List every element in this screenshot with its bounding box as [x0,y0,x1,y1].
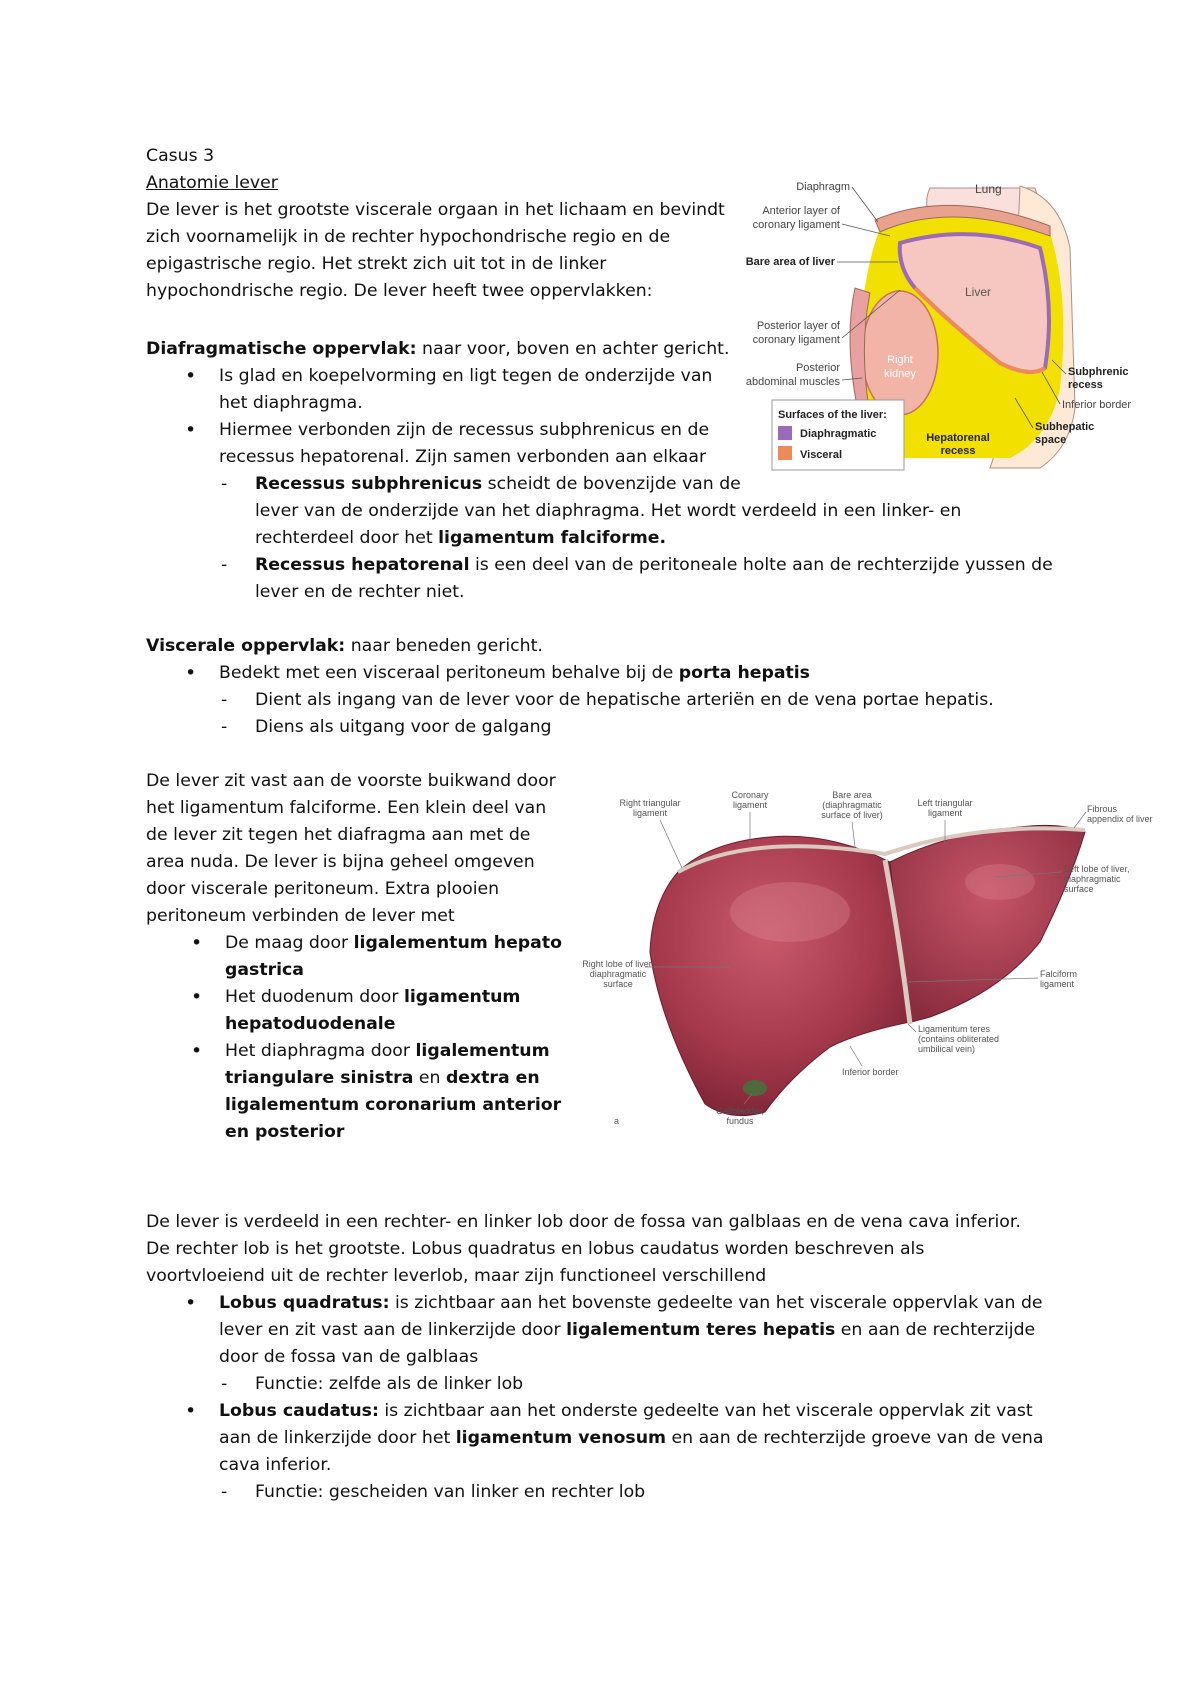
sub-item: - Recessus subphrenicus scheidt de bovenzijde van de [255,471,741,498]
label-ligamentum-teres: Ligamentum teres [918,1024,991,1034]
legend-swatch-diaphragmatic [778,426,792,440]
label-right-lobe: Right lobe of liver, [582,959,654,969]
label-bare-area: Bare area of liver [745,256,835,268]
label-subphrenic: recess [1068,379,1103,391]
label-subphrenic: Subphrenic [1068,366,1129,378]
list-item: • Het duodenum door ligamentum [225,984,520,1011]
label-gallbladder: fundus [726,1116,754,1126]
left-lobe-shape [890,825,1085,1022]
label-right-lobe: diaphragmatic [589,969,647,979]
list-item-cont: en posterior [225,1122,345,1142]
list-item-cont: hepatoduodenale [225,1014,396,1034]
label-left-triangular: Left triangular [917,798,973,808]
label-muscles: Posterior [795,362,840,374]
intro-line: epigastrische regio. Het strekt zich uit tot in de linker [146,254,607,274]
label-left-lobe: Left lobe of liver, [1064,864,1130,874]
leader-line [660,820,682,868]
label-subhepatic: space [1035,434,1067,446]
intro-line: hypochondrische regio. De lever heeft twee oppervlakken: [146,281,653,301]
label-right-lobe: surface [603,979,633,989]
label-posterior: Posterior layer of [756,320,840,332]
label-kidney: Right [887,354,913,366]
paragraph-line: area nuda. De lever is bijna geheel omgeven [146,852,535,872]
list-item-cont: triangulare sinistra en dextra en [225,1068,540,1088]
label-bare-area: Bare area [832,790,872,800]
leader-line [1074,812,1086,828]
list-item-cont: aan de linkerzijde door het ligamentum venosum en aan de rechterzijde groeve van de vena [219,1428,1044,1448]
legend-swatch-visceral [778,446,792,460]
legend-title: Surfaces of the liver: [778,409,887,421]
label-bare-area: surface of liver) [821,810,883,820]
paragraph-line: de lever zit tegen het diafragma aan met de [146,825,531,845]
label-fibrous-appendix: appendix of liver [1087,814,1153,824]
label-muscles: abdominal muscles [745,376,840,388]
liver-surfaces-diagram [745,178,1170,488]
list-item-cont: lever en zit vast aan de linkerzijde door ligalementum teres hepatis en aan de rechterzijde [219,1320,1036,1340]
list-item: • Is glad en koepelvorming en ligt tegen de onderzijde van [219,363,712,390]
paragraph-line: het ligamentum falciforme. Een klein deel van [146,798,547,818]
intro-line: De lever is het grootste viscerale orgaan in het lichaam en bevindt [146,200,725,220]
label-ligamentum-teres: (contains obliterated [918,1034,1000,1044]
intro-line: zich voornamelijk in de rechter hypochondrische regio en de [146,227,671,247]
list-item: • Lobus caudatus: is zichtbaar aan het onderste gedeelte van het viscerale oppervlak zit vast [219,1398,1033,1425]
label-coronary: Coronary [731,790,769,800]
label-inferior-border: Inferior border [842,1067,899,1077]
list-item: • Bedekt met een visceraal peritoneum behalve bij de porta hepatis [219,660,810,687]
leader-line [850,1046,862,1066]
section-heading: Anatomie lever [146,173,278,193]
label-anterior: coronary ligament [752,219,840,231]
figure-letter: a [614,1116,620,1126]
diafragmatisch-heading: Diafragmatische oppervlak: naar voor, boven en achter gericht. [146,339,730,359]
label-right-triangular: Right triangular [619,798,681,808]
list-item-cont: het diaphragma. [219,393,363,413]
liver-anterior-illustration [582,790,1160,1132]
leader-line [852,822,855,847]
kidney-shape [862,291,938,415]
list-item-cont: recessus hepatorenal. Zijn samen verbonden aan elkaar [219,447,707,467]
label-left-triangular: ligament [927,808,963,818]
list-item: • Hiermee verbonden zijn de recessus subphrenicus en de [219,417,709,444]
label-falciform: ligament [1040,979,1075,989]
sub-item: - Recessus hepatorenal is een deel van de peritoneale holte aan de rechterzijde yussen de [255,552,1053,579]
label-diaphragm: Diaphragm [796,181,850,193]
label-kidney: kidney [884,368,916,380]
label-ligamentum-teres: umbilical vein) [918,1044,976,1054]
legend-label: Visceral [800,449,843,461]
label-falciform: Falciform [1040,969,1078,979]
paragraph-line: door viscerale peritoneum. Extra plooien [146,879,500,899]
label-anterior: Anterior layer of [762,205,840,217]
paragraph-line: peritoneum verbinden de lever met [146,906,455,926]
page-title: Casus 3 [146,146,215,166]
highlight-shape [965,864,1035,900]
label-hepatorenal: Hepatorenal [926,432,990,444]
gallbladder-shape [743,1080,767,1096]
label-left-lobe: diaphragmatic [1064,874,1121,884]
label-gallbladder: Gallbladder, [715,1106,765,1116]
label-hepatorenal: recess [940,445,976,457]
sub-item-cont: rechterdeel door het ligamentum falciforme. [255,528,667,548]
sub-item: - Dient als ingang van de lever voor de hepatische arteriën en de vena portae hepatis. [255,687,994,714]
label-fibrous-appendix: Fibrous [1087,804,1118,814]
list-item: • Lobus quadratus: is zichtbaar aan het bovenste gedeelte van het viscerale oppervlak van de [219,1290,1043,1317]
paragraph-line: De lever is verdeeld in een rechter- en linker lob door de fossa van galblaas en de vena cava inferior. [146,1212,1021,1232]
leader-line [852,187,878,222]
paragraph-line: voortvloeiend uit de rechter leverlob, maar zijn functioneel verschillend [146,1266,767,1286]
label-liver: Liver [965,285,992,299]
list-item-cont: door de fossa van de galblaas [219,1347,479,1367]
legend-label: Diaphragmatic [800,428,877,440]
sub-item-cont: lever en de rechter niet. [255,582,465,602]
list-item: • De maag door ligalementum hepato [225,930,562,957]
label-posterior: coronary ligament [752,334,840,346]
label-bare-area: (diaphragmatic [822,800,882,810]
list-item-cont: ligalementum coronarium anterior [225,1095,562,1115]
leader-line [908,1024,916,1032]
sub-item: - Functie: gescheiden van linker en rechter lob [255,1479,645,1506]
label-right-triangular: ligament [632,808,668,818]
paragraph-line: De lever zit vast aan de voorste buikwand door [146,771,556,791]
highlight-shape [730,882,850,942]
label-coronary: ligament [732,800,768,810]
list-item-cont: gastrica [225,960,304,980]
paragraph-line: De rechter lob is het grootste. Lobus quadratus en lobus caudatus worden beschreven als [146,1239,925,1259]
label-lung: Lung [975,182,1002,196]
list-item: • Het diaphragma door ligalementum [225,1038,550,1065]
sub-item: - Diens als uitgang voor de galgang [255,714,552,741]
label-inferior-border: Inferior border [1062,399,1132,411]
label-left-lobe: surface [1064,884,1094,894]
list-item-cont: cava inferior. [219,1455,332,1475]
label-subhepatic: Subhepatic [1035,421,1095,433]
visceraal-heading: Viscerale oppervlak: naar beneden gericht. [146,636,543,656]
sub-item-cont: lever van de onderzijde van het diaphragma. Het wordt verdeeld in een linker- en [255,501,962,521]
sub-item: - Functie: zelfde als de linker lob [255,1371,523,1398]
